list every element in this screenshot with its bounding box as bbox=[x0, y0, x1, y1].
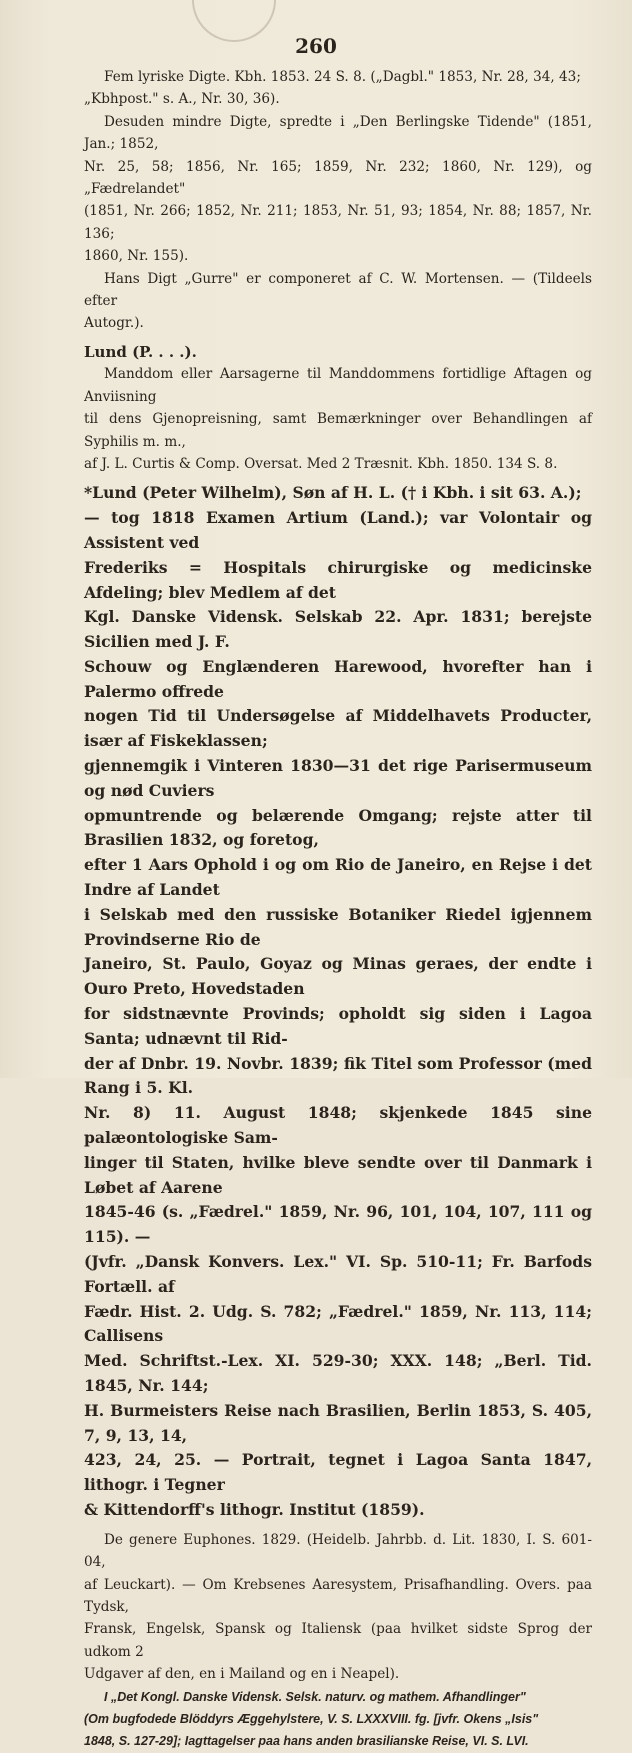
text-line: Med. Schriftst.-Lex. XI. 529-30; XXX. 148; „Berl. Tid. 1845, Nr. 144; bbox=[84, 1351, 592, 1395]
text-line: I „Det Kongl. Danske Vidensk. Selsk. naturv. og mathem. Afhandlinger" bbox=[104, 1689, 526, 1704]
text-line: Autogr.). bbox=[84, 315, 144, 332]
text-body bbox=[84, 66, 592, 1753]
text-line: gjennemgik i Vinteren 1830—31 det rige Parisermuseum og nød Cuviers bbox=[84, 756, 592, 800]
text-line: af Leuckart). — Om Krebsenes Aaresystem, Prisafhandling. Overs. paa Tydsk, bbox=[84, 1576, 592, 1615]
text-line: Kgl. Danske Vidensk. Selskab 22. Apr. 1831; berejste Sicilien med J. F. bbox=[84, 607, 592, 652]
text-line: De genere Euphones. 1829. (Heidelb. Jahrbb. d. Lit. 1830, I. S. 601-04, bbox=[84, 1531, 592, 1571]
text-line: Desuden mindre Digte, spredte i „Den Berlingske Tidende" (1851, Jan.; 1852, bbox=[84, 113, 592, 153]
text-line: „Kbhpost." s. A., Nr. 30, 36). bbox=[84, 91, 280, 108]
text-line: linger til Staten, hvilke bleve sendte over til Danmark i Løbet af Aarene bbox=[84, 1152, 592, 1197]
text-line: 1848, S. 127-29]; Iagttagelser paa hans anden brasilianske Reise, VI. S. LVI. bbox=[84, 1734, 529, 1749]
entry-heading: Lund (P. . . .). bbox=[84, 342, 197, 361]
entry-heading: *Lund (Peter Wilhelm), Søn af H. L. († i Kbh. i sit 63. A.); bbox=[84, 483, 582, 503]
text-line: opmuntrende og belærende Omgang; rejste atter til Brasilien 1832, og foretog, bbox=[84, 805, 592, 850]
text-line: i Selskab med den russiske Botaniker Riedel igjennem Provindserne Rio de bbox=[84, 904, 592, 949]
text-line: Fem lyriske Digte. Kbh. 1853. 24 S. 8. („Dagbl." 1853, Nr. 28, 34, 43; bbox=[104, 69, 581, 85]
text-line: Fransk, Engelsk, Spansk og Italiensk (paa hvilket sidste Sprog der udkom 2 bbox=[84, 1621, 592, 1660]
text-line: Manddom eller Aarsagerne til Manddommens fortidlige Aftagen og Anviisning bbox=[84, 366, 592, 405]
text-line: Frederiks = Hospitals chirurgiske og medicinske Afdeling; blev Medlem af det bbox=[84, 557, 592, 602]
text-line: Nr. 25, 58; 1856, Nr. 165; 1859, Nr. 232; 1860, Nr. 129), og „Fædrelandet" bbox=[84, 158, 592, 198]
text-line: efter 1 Aars Ophold i og om Rio de Janeiro, en Rejse i det Indre af Landet bbox=[84, 855, 592, 900]
text-line: (Jvfr. „Dansk Konvers. Lex." VI. Sp. 510-11; Fr. Barfods Fortæll. af bbox=[84, 1252, 592, 1296]
text-line: til dens Gjenopreisning, samt Bemærkninger over Behandlingen af Syphilis m. m., bbox=[84, 411, 592, 450]
text-line: (1851, Nr. 266; 1852, Nr. 211; 1853, Nr. 51, 93; 1854, Nr. 88; 1857, Nr. 136; bbox=[84, 203, 592, 242]
text-line: Hans Digt „Gurre" er componeret af C. W. Mortensen. — (Tildeels efter bbox=[84, 270, 592, 310]
text-line: (Om bugfodede Blöddyrs Æggehylstere, V. S. LXXXVIII. fg. [jvfr. Okens „Isis" bbox=[84, 1712, 539, 1727]
text-line: 423, 24, 25. — Portrait, tegnet i Lagoa Santa 1847, lithogr. i Tegner bbox=[84, 1450, 592, 1495]
text-line: & Kittendorff's lithogr. Institut (1859). bbox=[84, 1499, 425, 1519]
text-line: for sidstnævnte Provinds; opholdt sig siden i Lagoa Santa; udnævnt til Rid- bbox=[84, 1004, 592, 1048]
text-line: 1860, Nr. 155). bbox=[84, 248, 189, 265]
text-line: — tog 1818 Examen Artium (Land.); var Volontair og Assistent ved bbox=[84, 508, 592, 552]
text-line: Fædr. Hist. 2. Udg. S. 782; „Fædrel." 1859, Nr. 113, 114; Callisens bbox=[84, 1301, 592, 1346]
text-line: H. Burmeisters Reise nach Brasilien, Berlin 1853, S. 405, 7, 9, 13, 14, bbox=[84, 1400, 592, 1445]
text-line: nogen Tid til Undersøgelse af Middelhavets Producter, især af Fiskeklassen; bbox=[84, 706, 592, 751]
text-line: af J. L. Curtis & Comp. Oversat. Med 2 Træsnit. Kbh. 1850. 134 S. 8. bbox=[84, 455, 558, 472]
text-line: der af Dnbr. 19. Novbr. 1839; fik Titel som Professor (med Rang i 5. Kl. bbox=[84, 1053, 592, 1098]
text-line: Nr. 8) 11. August 1848; skjenkede 1845 sine palæontologiske Sam- bbox=[84, 1103, 592, 1148]
text-line: 1845-46 (s. „Fædrel." 1859, Nr. 96, 101, 104, 107, 111 og 115). — bbox=[84, 1202, 592, 1247]
text-line: Janeiro, St. Paulo, Goyaz og Minas geraes, der endte i Ouro Preto, Hovedstaden bbox=[84, 954, 592, 999]
text-line: Schouw og Englænderen Harewood, hvorefter han i Palermo offrede bbox=[84, 656, 592, 701]
page-number: 260 bbox=[295, 34, 337, 58]
text-line: Udgaver af den, en i Mailand og en i Neapel). bbox=[84, 1666, 400, 1683]
